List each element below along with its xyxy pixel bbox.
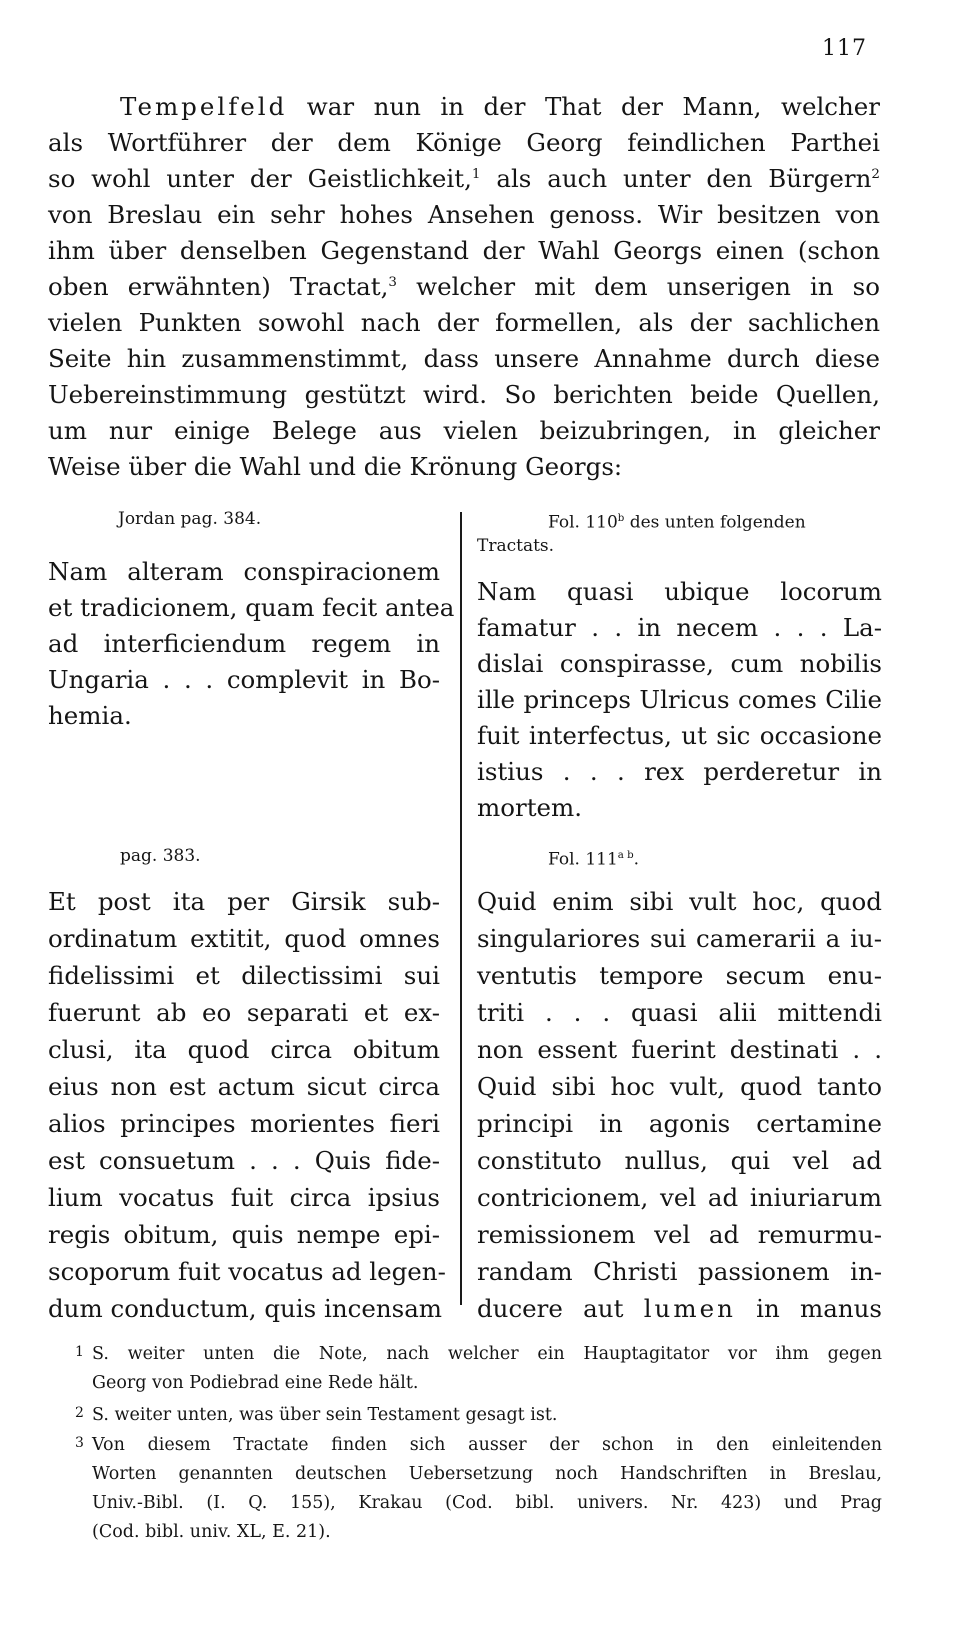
- spaced-word: lumen: [643, 1294, 736, 1323]
- right-line: constituto nullus, qui vel ad: [477, 1146, 882, 1175]
- intro-line: Seite hin zusammenstimmt, dass unsere Annahme durch diese: [48, 344, 880, 373]
- intro-name-spaced: Tempelfeld: [120, 92, 288, 121]
- intro-line: so wohl unter der Geistlichkeit,$^1$ als auch unter den Bürgern$^2$: [48, 164, 880, 193]
- left-line: dum conductum, quis incensam: [48, 1294, 443, 1323]
- left-source-heading: pag. 383.: [120, 846, 201, 866]
- footnote-line: Worten genannten deutschen Uebersetzung noch Handschriften in Breslau,: [92, 1464, 882, 1484]
- footnote-line: S. weiter unten, was über sein Testament gesagt ist.: [92, 1405, 558, 1425]
- left-line: fuerunt ab eo separati et ex-: [48, 998, 440, 1027]
- footnote-line: Von diesem Tractate finden sich ausser der schon in den einleitenden: [92, 1435, 882, 1455]
- left-line: eius non est actum sicut circa: [48, 1072, 440, 1101]
- intro-line: vielen Punkten sowohl nach der formellen, als der sachlichen: [48, 308, 880, 337]
- left-line: scoporum fuit vocatus ad legen-: [48, 1257, 446, 1286]
- left-line: clusi, ita quod circa obitum: [48, 1035, 440, 1064]
- left-line: fidelissimi et dilectissimi sui: [48, 961, 440, 990]
- page-number: 117: [822, 36, 867, 61]
- right-line: ducere aut lumen in manus: [477, 1294, 883, 1323]
- right-line: remissionem vel ad remurmu-: [477, 1220, 882, 1249]
- footnote-ref: 3: [388, 273, 397, 290]
- right-line: randam Christi passionem in-: [477, 1257, 882, 1286]
- left-line: lium vocatus fuit circa ipsius: [48, 1183, 440, 1212]
- left-line: Nam alteram conspiracionem: [48, 557, 440, 586]
- intro-line: oben erwähnten) Tractat,$^3$ welcher mit dem unserigen in so: [48, 272, 880, 301]
- right-source-heading: Fol. 110$^b$ des unten folgenden: [548, 512, 806, 533]
- right-line: contricionem, vel ad iniuriarum: [477, 1183, 882, 1212]
- intro-line: Tempelfeld war nun in der That der Mann, welcher: [120, 92, 880, 121]
- column-divider: [460, 512, 462, 1305]
- left-line: regis obitum, quis nempe epi-: [48, 1220, 440, 1249]
- left-line: hemia.: [48, 701, 132, 730]
- right-line: non essent fuerint destinati . .: [477, 1035, 882, 1064]
- footnote-number: 2: [75, 1405, 84, 1421]
- footnote-ref: 1: [471, 165, 481, 182]
- right-line: singulariores sui camerarii a iu-: [477, 924, 882, 953]
- right-line: famatur . . in necem . . . La-: [477, 613, 882, 642]
- intro-line: von Breslau ein sehr hohes Ansehen genoss. Wir besitzen von: [48, 200, 880, 229]
- right-line: mortem.: [477, 793, 583, 822]
- left-source-heading: Jordan pag. 384.: [118, 509, 262, 529]
- intro-line: Uebereinstimmung gestützt wird. So berichten beide Quellen,: [48, 380, 880, 409]
- left-line: Ungaria . . . complevit in Bo-: [48, 665, 440, 694]
- left-line: et tradicionem, quam fecit antea: [48, 593, 455, 622]
- right-line: Quid sibi hoc vult, quod tanto: [477, 1072, 882, 1101]
- right-line: ventutis tempore secum enu-: [477, 961, 882, 990]
- right-line: principi in agonis certamine: [477, 1109, 882, 1138]
- intro-line: Weise über die Wahl und die Krönung Georgs:: [48, 452, 623, 481]
- footnote-ref: 2: [871, 165, 880, 182]
- intro-line: als Wortführer der dem Könige Georg feindlichen Parthei: [48, 128, 880, 157]
- right-line: ille princeps Ulricus comes Cilie: [477, 685, 882, 714]
- right-line: Nam quasi ubique locorum: [477, 577, 882, 606]
- footnote-line: Georg von Podiebrad eine Rede hält.: [92, 1373, 419, 1393]
- left-line: Et post ita per Girsik sub-: [48, 887, 440, 916]
- left-line: ad interficiendum regem in: [48, 629, 440, 658]
- left-line: ordinatum extitit, quod omnes: [48, 924, 440, 953]
- footnote-line: (Cod. bibl. univ. XL, E. 21).: [92, 1522, 331, 1542]
- footnote-line: S. weiter unten die Note, nach welcher ein Hauptagitator vor ihm gegen: [92, 1344, 882, 1364]
- left-line: est consuetum . . . Quis fide-: [48, 1146, 440, 1175]
- footnote-number: 3: [75, 1435, 84, 1451]
- right-source-heading: Fol. $111^{a b}$.: [548, 849, 640, 870]
- right-line: triti . . . quasi alii mittendi: [477, 998, 882, 1027]
- right-line: istius . . . rex perderetur in: [477, 757, 882, 786]
- right-line: Quid enim sibi vult hoc, quod: [477, 887, 882, 916]
- right-source-heading-cont: Tractats.: [477, 536, 555, 556]
- intro-line: ihm über denselben Gegenstand der Wahl Georgs einen (schon: [48, 236, 880, 265]
- intro-line: um nur einige Belege aus vielen beizubringen, in gleicher: [48, 416, 880, 445]
- left-line: alios principes morientes fieri: [48, 1109, 440, 1138]
- right-line: dislai conspirasse, cum nobilis: [477, 649, 882, 678]
- right-line: fuit interfectus, ut sic occasione: [477, 721, 882, 750]
- footnote-number: 1: [75, 1344, 84, 1360]
- footnote-line: Univ.-Bibl. (I. Q. 155), Krakau (Cod. bibl. univers. Nr. 423) und Prag: [92, 1493, 882, 1513]
